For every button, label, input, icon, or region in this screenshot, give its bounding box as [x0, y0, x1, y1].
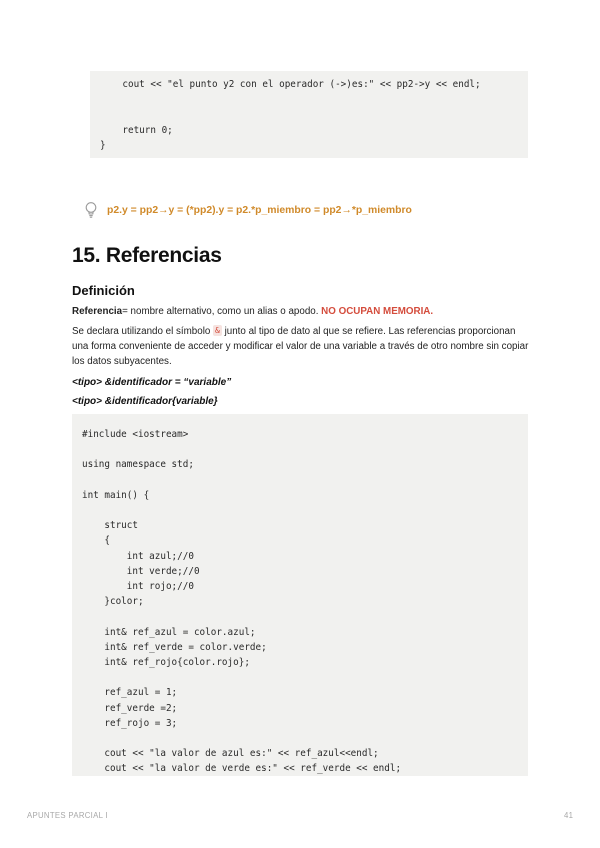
callout-text: p2.y = pp2→y = (*pp2).y = p2.*p_miembro = pp2→*p_miembro: [107, 204, 412, 216]
explanation-text-before: Se declara utilizando el símbolo: [72, 326, 214, 337]
code-line: using namespace std;: [82, 459, 194, 471]
explanation-text-after: junto al tipo de dato al que se refiere. Las referencias proporcionan una forma conveniente de acceder y modificar el valor de una variable a través de otro nombre sin copiar los datos subyacentes.: [72, 326, 529, 367]
code-line: #include <iostream>: [82, 429, 189, 440]
code-block-top: [90, 71, 528, 158]
page-number: 41: [564, 811, 574, 820]
code-line: [82, 731, 528, 746]
code-line: int azul;//0: [82, 550, 194, 562]
syntax-line-1: <tipo> &identificador = “variable”: [72, 377, 232, 388]
ampersand-chip: &: [215, 326, 220, 335]
code-line: int rojo;//0: [82, 581, 194, 593]
code-line: }color;: [82, 596, 144, 608]
code-line: [82, 442, 528, 457]
code-line: ref_rojo = 3;: [82, 717, 178, 729]
code-line: cout << "el punto y2 con el operador (->)es:" << pp2->y << endl;: [100, 79, 481, 90]
code-line: [82, 473, 528, 488]
code-line: [82, 503, 528, 518]
code-line: int& ref_rojo{color.rojo};: [82, 657, 250, 669]
code-line: [82, 670, 528, 685]
code-line: [100, 92, 528, 107]
footer-title: APUNTES PARCIAL I: [27, 811, 108, 820]
code-line: {: [82, 535, 110, 547]
definition-text: = nombre alternativo, como un alias o apodo.: [122, 306, 322, 317]
code-line: ref_verde =2;: [82, 702, 178, 714]
code-line: [82, 609, 528, 624]
code-line: struct: [82, 520, 138, 532]
code-line: int& ref_azul = color.azul;: [82, 626, 256, 638]
code-line: int& ref_verde = color.verde;: [82, 641, 267, 653]
definition-term: Referencia: [72, 306, 123, 317]
code-line: int verde;//0: [82, 565, 200, 577]
code-block-main: [72, 414, 528, 776]
definition-paragraph: [72, 304, 532, 319]
callout: [84, 199, 534, 221]
code-line: }: [100, 139, 106, 151]
definition-highlight: NO OCUPAN MEMORIA.: [321, 306, 434, 317]
syntax-line-2: <tipo> &identificador{variable}: [72, 396, 218, 407]
code-line: return 0;: [100, 124, 173, 136]
explanation-paragraph: [72, 324, 532, 369]
code-line: [100, 107, 528, 122]
section-subtitle: Definición: [72, 283, 135, 298]
code-line: ref_azul = 1;: [82, 687, 178, 699]
code-line: cout << "la valor de azul es:" << ref_azul<<endl;: [82, 748, 379, 760]
section-title: 15. Referencias: [72, 244, 222, 267]
code-line: int main() {: [82, 489, 150, 501]
lightbulb-icon: [84, 201, 98, 219]
code-line: cout << "la valor de verde es:" << ref_verde << endl;: [82, 763, 402, 775]
